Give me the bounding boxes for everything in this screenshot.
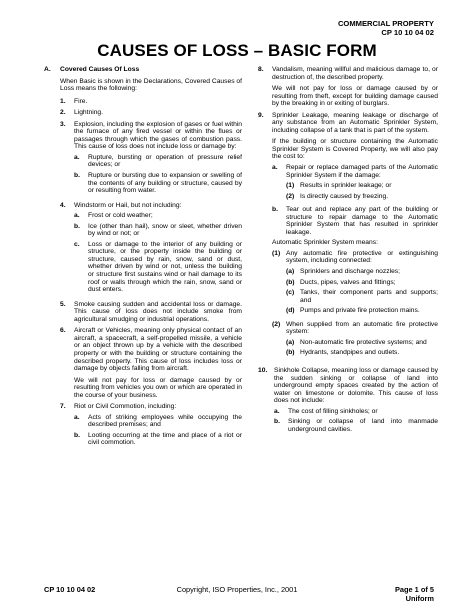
item-windstorm: 4. Windstorm or Hail, but not including: a. Frost or cold weather; b. Ice (other than hail), snow or sleet, whether driven by wind or not; or c. Loss or damage to the interior of any building or structure, or the property inside the building or structure, caused by rain, snow, sand or dust, whether driven by wind or not, unless the building or structure first sustains wind or hail damage to its roof or walls through which the rain, snow, sand or dust enters. [60,201,242,294]
item-fire: 1. Fire. [60,97,88,105]
sub-sub-item: (1) Results in sprinkler leakage; or [286,182,392,190]
sub-item: b. Tear out and replace any part of the building or structure to repair damage to the Automatic Sprinkler System that has resulted in sprinkler leakage. [272,206,438,236]
definition-sub-item: (c) Tanks, their component parts and supports; and [286,289,438,304]
footer-form-number: CP 10 10 04 02 [44,585,96,594]
form-number: CP 10 10 04 02 [381,28,434,37]
sub-sub-item: (2) Is directly caused by freezing. [286,192,389,200]
definition-sub-item: (b) Hydrants, standpipes and outlets. [286,349,400,357]
section-a-title: Covered Causes Of Loss [60,66,140,73]
definition-sub-item: (a) Non-automatic fire protective systems; and [286,338,427,346]
item-text: Sinkhole Collapse, meaning loss or damage caused by the sudden sinking or collapse of land into underground empty spaces created by the action of water on limestone or dolomite. This cause of loss does not include: [274,366,438,405]
sub-item: a. Acts of striking employees while occupying the described premises; and [74,413,242,429]
footer-page-info [395,585,434,603]
page-number: Page 1 of 5 [394,585,434,594]
item-sprinkler-leakage: 9. Sprinkler Leakage, meaning leakage or discharge of any substance from an Automatic Sprinkler System, including collapse of a tank that is part of the system. If the building or structure containing the Automatic Sprinkler System is Covered Property, we will also pay the cost to: a. Repair or replace damaged parts of the Automatic Sprinkler System if the damage: (1) Results in sprinkler leakage; or (2) Is directly caused by freezing. b. Tear out and replace any part of the building or structure to repair damage to the Automatic Sprinkler System that has resulted in sprinkler leakage. Automatic Sprinkler System means: (1) Any automatic fire protective or extinguishing system, including connected: (a) Sprinklers and discharge nozzles; (b) Ducts, pipes, valves and fittings; (c) Tanks, their component parts and supports; and (d) Pumps and private fire protection mains. (2) When supplied from an automatic fire protective system: (a) Non-automatic fire protective systems; and (b) Hydrants, standpipes and outlets. [258,112,438,363]
item-text-2: If the building or structure containing the Automatic Sprinkler System is Covered Property, we will also pay the cost to: [272,138,438,161]
item-text: Windstorm or Hail, but not including: [74,201,182,209]
item-sinkhole-collapse: 10. Sinkhole Collapse, meaning loss or damage caused by the sudden sinking or collapse of land into underground empty spaces created by the action of water on limestone or dolomite. This cause of loss does not include: a. The cost of filling sinkholes; or b. Sinking or collapse of land into manmade underground cavities. [258,366,438,433]
definition-sub-item: (d) Pumps and private fire protection mains. [286,307,420,315]
item-text: Sprinkler Leakage, meaning leakage or discharge of any substance from an Automatic Sprinkler System, including collapse of a tank that is part of the system. [272,111,438,134]
edition-label: Uniform [405,594,434,603]
sub-item: b. Ice (other than hail), snow or sleet, whether driven by wind or not; or [74,222,242,238]
sub-item: a. Rupture, bursting or operation of pressure relief devices; or [74,153,242,169]
sub-item: b. Looting occurring at the time and place of a riot or civil commotion. [74,431,242,447]
definition-item: (1) Any automatic fire protective or extinguishing system, including connected: (a) Sprinklers and discharge nozzles; (b) Ducts, pipes, valves and fittings; (c) Tanks, their component parts and supports; and (d) Pumps and private fire protection mains. [272,249,438,315]
sub-item: c. Loss or damage to the interior of any building or structure, or the property inside the building or structure, caused by rain, snow, sand or dust, whether driven by wind or not, unless the building or structure first sustains wind or hail damage to its roof or walls through which the rain, snow, sand or dust enters. [74,240,242,294]
item-vandalism: 8. Vandalism, meaning willful and malicious damage to, or destruction of, the described property. We will not pay for loss or damage caused by or resulting from theft, except for building damage caused by the breaking in or exiting of burglars. [258,66,438,108]
form-header [338,19,434,37]
sub-item: b. Rupture or bursting due to expansion or swelling of the contents of any building or structure, caused by or resulting from water. [74,172,242,195]
item-aircraft-vehicles: 6. Aircraft or Vehicles, meaning only physical contact of an aircraft, a spacecraft, a self-propelled missile, a vehicle or an object thrown up by a vehicle with the described property or with the building or structure containing the described property. This cause of loss includes loss or damage by objects falling from aircraft. We will not pay for loss or damage caused by or resulting from vehicles you own or which are operated in the course of your business. [60,327,242,399]
item-text-2: We will not pay for loss or damage caused by or resulting from vehicles you own or which are operated in the course of your business. [74,376,242,399]
sub-item: a. Frost or cold weather; [74,212,153,220]
page-title: CAUSES OF LOSS – BASIC FORM [97,41,377,60]
sub-item: a. Repair or replace damaged parts of the Automatic Sprinkler System if the damage: (1) Results in sprinkler leakage; or (2) Is directly caused by freezing. [272,164,438,200]
item-explosion: 3. Explosion, including the explosion of gases or fuel within the furnace of any fired vessel or within the flues or passages through which the gases of combustion pass. This cause of loss does not include loss or damage by: a. Rupture, bursting or operation of pressure relief devices; or b. Rupture or bursting due to expansion or swelling of the contents of any building or structure, caused by or resulting from water. [60,120,242,195]
section-a-intro: When Basic is shown in the Declarations, Covered Causes of Loss means the following: [60,77,242,93]
item-riot: 7. Riot or Civil Commotion, including: a. Acts of striking employees while occupying the described premises; and b. Looting occurring at the time and place of a riot or civil commotion. [60,403,242,447]
item-text-2: We will not pay for loss or damage caused by or resulting from theft, except for building damage caused by the breaking in or exiting of burglars. [272,85,438,108]
right-column [258,66,438,440]
sub-item: a. The cost of filling sinkholes; or [274,407,378,415]
section-a-heading [44,66,242,74]
item-lightning: 2. Lightning. [60,109,104,117]
section-a-label: A. [44,66,51,73]
item-text: Explosion, including the explosion of gases or fuel within the furnace of any fired vessel or within the flues or passages through which the gases of combustion pass. This cause of loss does not include loss or damage by: [74,120,242,151]
left-column [44,66,242,454]
item-text: Aircraft or Vehicles, meaning only physical contact of an aircraft, a spacecraft, a self-propelled missile, a vehicle or an object thrown up by a vehicle with the described property or with the building or structure containing the described property. This cause of loss includes loss or damage by objects falling from aircraft. [74,327,242,373]
item-text: Vandalism, meaning willful and malicious damage to, or destruction of, the described property. [272,66,438,81]
item-text: Riot or Civil Commotion, including: [74,403,177,411]
definition-sub-item: (a) Sprinklers and discharge nozzles; [286,268,400,276]
definition-sub-item: (b) Ducts, pipes, valves and fittings; [286,278,396,286]
form-type: COMMERCIAL PROPERTY [337,19,434,28]
sub-item: b. Sinking or collapse of land into manmade underground cavities. [274,418,438,433]
definition-item: (2) When supplied from an automatic fire protective system: (a) Non-automatic fire protective systems; and (b) Hydrants, standpipes and outlets. [272,320,438,357]
item-smoke: 5. Smoke causing sudden and accidental loss or damage. This cause of loss does not include smoke from agricultural smudging or industrial operations. [60,300,242,323]
footer-copyright: Copyright, ISO Properties, Inc., 2001 [176,585,298,594]
definition-lead: Automatic Sprinkler System means: [272,239,378,247]
